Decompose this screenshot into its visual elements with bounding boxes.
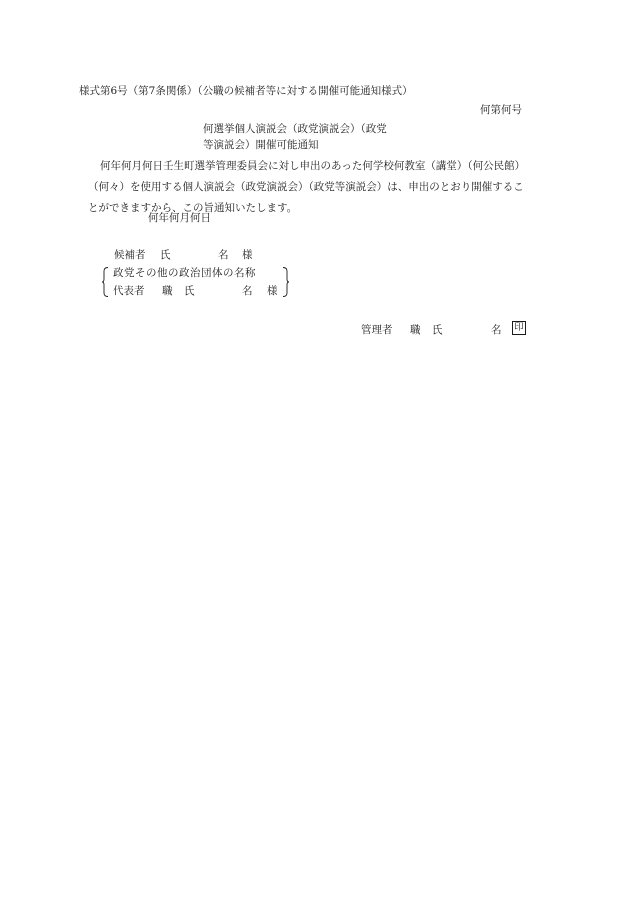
notice-body: 何年何月何日壬生町選挙管理委員会に対し申出のあった何学校何教室（講堂）（何公民館）（何々）を使用する個人演説会（政党演説会）（政党等演説会）は、申出のとおり開催することができますから、この旨通知いたします。: [88, 160, 526, 214]
manager-label: 管理者: [361, 324, 393, 336]
right-brace-icon: [282, 267, 289, 297]
manager-surname-placeholder: 氏: [432, 324, 443, 336]
party-name-placeholder: 政党その他の政治団体の名称: [113, 267, 256, 279]
manager-title-placeholder: 職: [410, 324, 421, 336]
representative-surname-placeholder: 氏: [184, 285, 195, 297]
representative-title-placeholder: 職: [162, 285, 173, 297]
candidate-honorific: 様: [242, 249, 253, 261]
representative-name-placeholder: 名: [242, 285, 253, 297]
document-title-line-2: 等演説会）開催可能通知: [203, 139, 319, 151]
candidate-name-placeholder: 名: [218, 249, 229, 261]
candidate-surname-placeholder: 氏: [160, 249, 171, 261]
seal-box: 印: [512, 321, 526, 335]
representative-honorific: 様: [267, 285, 278, 297]
manager-name-placeholder: 名: [491, 324, 502, 336]
candidate-label: 候補者: [114, 249, 146, 261]
representative-label: 代表者: [113, 285, 145, 297]
document-title-line-1: 何選挙個人演説会（政党演説会）（政党: [203, 123, 387, 135]
document-number: 何第何号: [480, 104, 522, 116]
issue-date: 何年何月何日: [148, 212, 211, 224]
form-heading: 様式第6号（第7条関係）（公職の候補者等に対する開催可能通知様式）: [79, 85, 413, 97]
left-brace-icon: [102, 267, 109, 297]
